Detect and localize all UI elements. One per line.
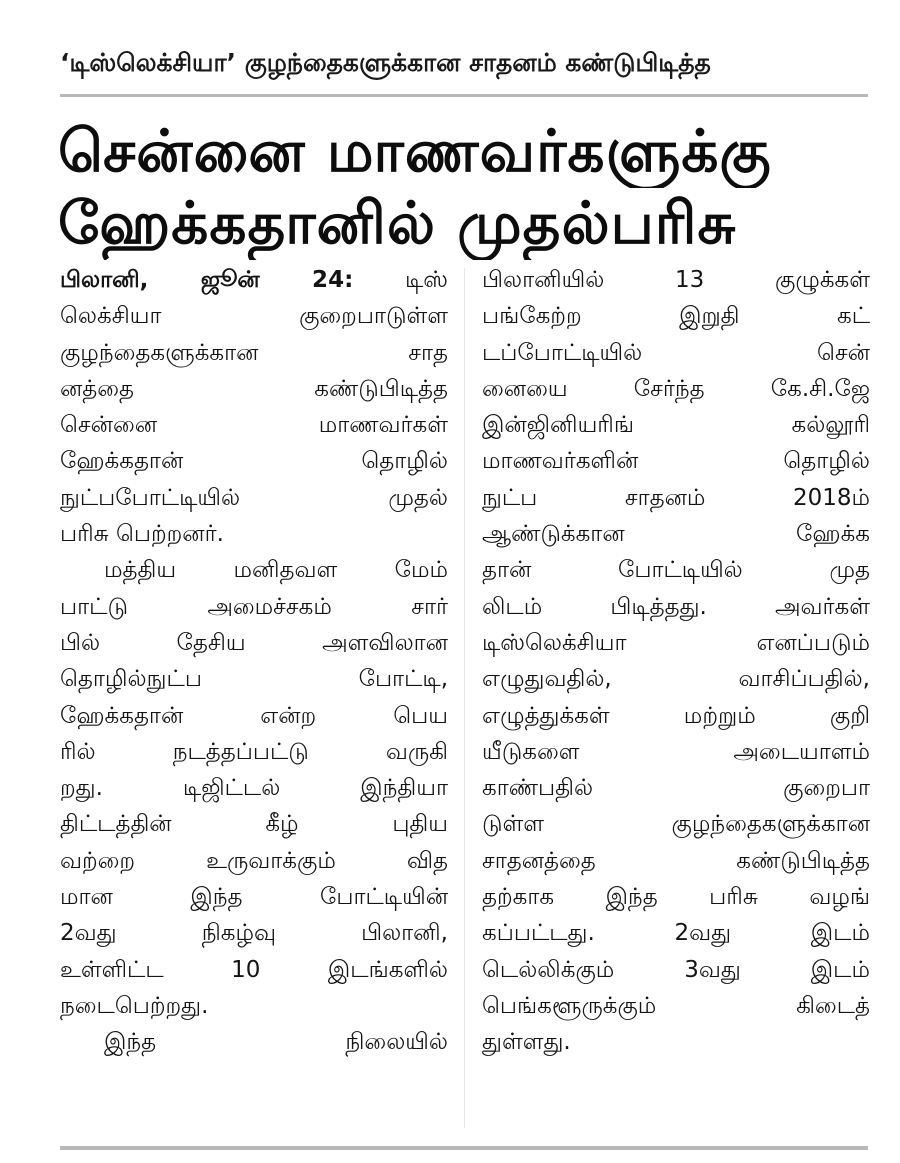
body-line: பில் தேசிய அளவிலான [60, 629, 448, 656]
right-column [482, 262, 870, 1061]
body-line: டிஸ்லெக்சியா எனப்படும் [482, 629, 870, 656]
body-line: பிலானியில் 13 குழுக்கள் [482, 267, 870, 293]
article-kicker: ‘டிஸ்லெக்சியா’ குழந்தைகளுக்கான சாதனம் கண்டுபிடித்த [60, 48, 711, 77]
body-line: எழுதுவதில், வாசிப்பதில், [482, 666, 870, 693]
body-line: இன்ஜினியரிங் கல்லூரி [482, 412, 870, 439]
body-line: நுட்ப சாதனம் 2018ம் [482, 484, 870, 511]
left-column [60, 262, 448, 1061]
body-line: தொழில்நுட்ப போட்டி, [60, 666, 448, 693]
body-line: தற்காக இந்த பரிசு வழங் [482, 884, 870, 911]
body-line: டெல்லிக்கும் 3வது இடம் [482, 956, 870, 983]
body-line: நடைபெற்றது. [60, 992, 209, 1019]
body-line: டுள்ள குழந்தைகளுக்கான [482, 811, 870, 838]
body-line: லிடம் பிடித்தது. அவர்கள் [482, 593, 870, 620]
body-line: வற்றை உருவாக்கும் வித [60, 847, 448, 874]
body-line: ஹேக்கதான் தொழில் [60, 448, 448, 475]
body-line: துள்ளது. [482, 1029, 571, 1056]
body-line: நுட்பபோட்டியில் முதல் [60, 484, 448, 511]
body-line: னத்தை கண்டுபிடித்த [60, 375, 448, 402]
body-line: பெங்களூருக்கும் கிடைத் [482, 992, 870, 1019]
body-line: இந்த நிலையில் [104, 1029, 448, 1056]
body-line: எழுத்துக்கள் மற்றும் குறி [482, 702, 870, 729]
bottom-divider [60, 1146, 868, 1150]
body-line: மான இந்த போட்டியின் [60, 884, 448, 911]
body-line: தான் போட்டியில் முத [482, 557, 870, 584]
body-line: உள்ளிட்ட 10 இடங்களில் [60, 956, 448, 983]
body-line: காண்பதில் குறைபா [482, 775, 870, 802]
body-line: டப்போட்டியில் சென் [482, 339, 870, 366]
body-line: பரிசு பெற்றனர். [60, 521, 224, 548]
body-line: திட்டத்தின் கீழ் புதிய [60, 811, 448, 838]
body-line: சென்னை மாணவர்கள் [60, 412, 448, 439]
body-line: கப்பட்டது. 2வது இடம் [482, 920, 870, 947]
body-line: ரில் நடத்தப்பட்டு வருகி [60, 738, 448, 765]
body-line: மாணவர்களின் தொழில் [482, 448, 870, 475]
body-line: ஹேக்கதான் என்ற பெய [60, 702, 448, 729]
column-gutter [464, 268, 465, 1128]
body-line: னையை சேர்ந்த கே.சி.ஜே [482, 375, 870, 402]
body-line: பங்கேற்ற இறுதி கட் [482, 303, 870, 330]
body-line: பாட்டு அமைச்சகம் சார் [60, 593, 448, 620]
body-line: யீடுகளை அடையாளம் [482, 738, 870, 765]
body-line: 2வது நிகழ்வு பிலானி, [60, 920, 448, 947]
top-divider [60, 94, 868, 97]
dateline: பிலானி, ஜூன் 24: [60, 267, 354, 293]
body-line: மத்திய மனிதவள மேம் [104, 557, 448, 584]
body-line: பிலானி, ஜூன் 24: டிஸ் [60, 267, 448, 293]
headline-line-1: சென்னை மாணவர்களுக்கு [58, 117, 772, 185]
headline-line-2: ஹேக்கதானில் முதல்பரிசு [58, 189, 737, 257]
body-line: ஆண்டுக்கான ஹேக்க [482, 521, 870, 548]
body-line: சாதனத்தை கண்டுபிடித்த [482, 847, 870, 874]
body-line: றது. டிஜிட்டல் இந்தியா [60, 775, 448, 802]
body-line: குழந்தைகளுக்கான சாத [60, 339, 448, 366]
body-line: லெக்சியா குறைபாடுள்ள [60, 303, 448, 330]
